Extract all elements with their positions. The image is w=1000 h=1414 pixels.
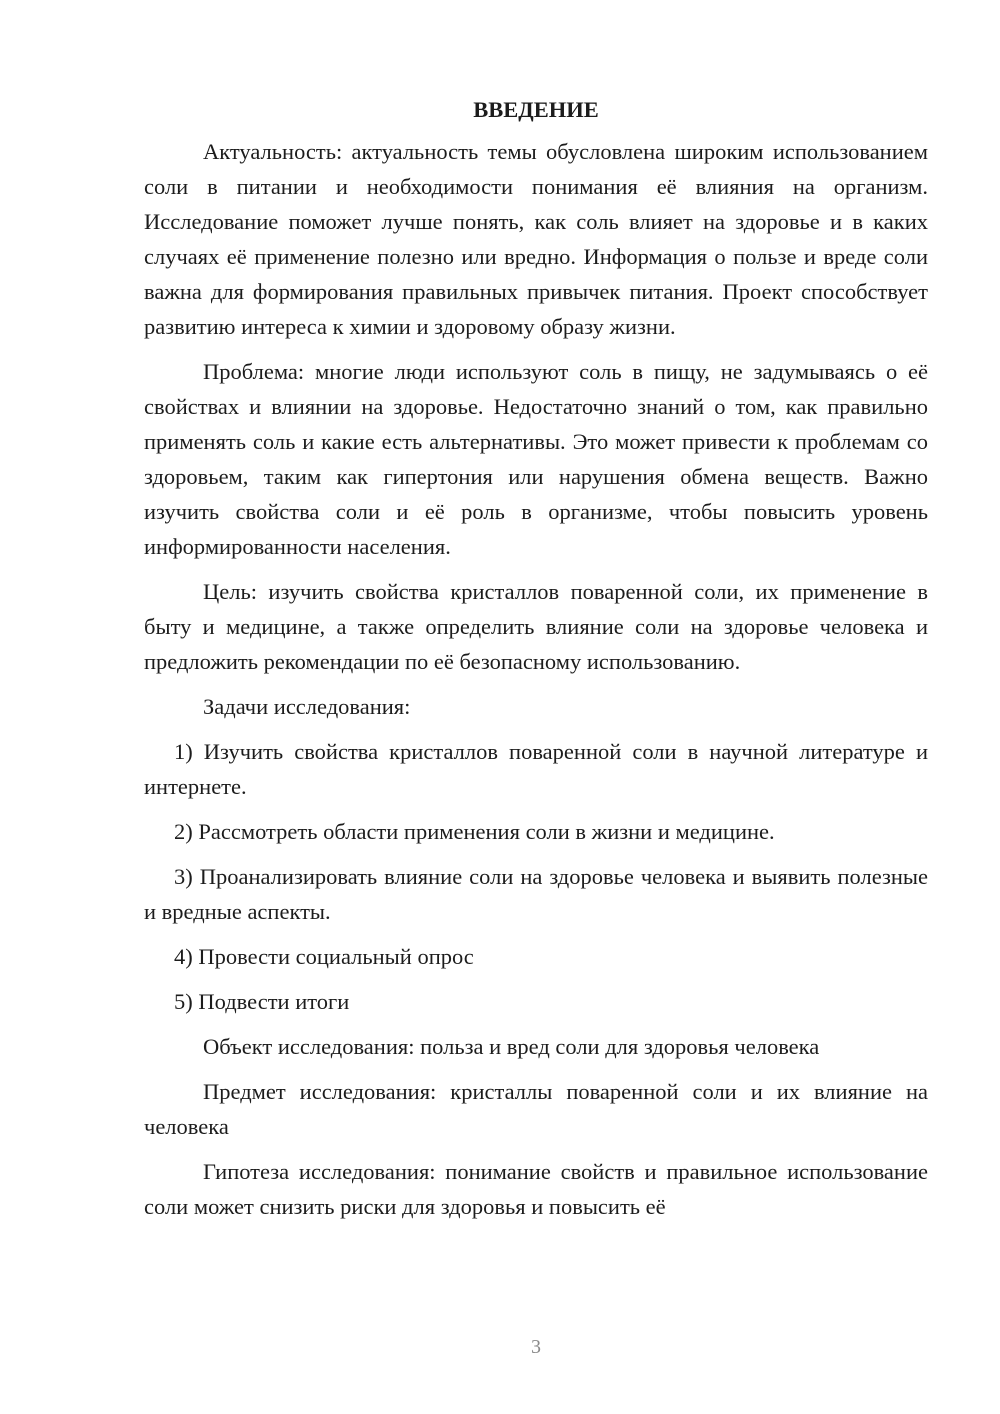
subject-paragraph: Предмет исследования: кристаллы поваренной соли и их влияние на человека xyxy=(144,1079,928,1139)
task-item: 4) Провести социальный опрос xyxy=(174,944,474,969)
goal-paragraph: Цель: изучить свойства кристаллов поваренной соли, их применение в быту и медицине, а также определить влияние соли на здоровье человека и предложить рекомендации по её безопасному использованию. xyxy=(144,579,928,674)
hypothesis-paragraph: Гипотеза исследования: понимание свойств и правильное использование соли может снизить риски для здоровья и повысить её xyxy=(144,1159,928,1219)
object-paragraph: Объект исследования: польза и вред соли для здоровья человека xyxy=(203,1034,820,1059)
relevance-paragraph: Актуальность: актуальность темы обусловлена широким использованием соли в питании и необходимости понимания её влияния на организм. Исследование поможет лучше понять, как соль влияет на здоровье и в каких случаях её применение полезно или вредно. Информация о пользе и вреде соли важна для формирования правильных привычек питания. Проект способствует развитию интереса к химии и здоровому образу жизни. xyxy=(144,139,928,339)
page-content xyxy=(144,96,928,1234)
page-number: 3 xyxy=(531,1336,541,1358)
tasks-heading: Задачи исследования: xyxy=(203,694,411,719)
section-heading: ВВЕДЕНИЕ xyxy=(473,97,599,122)
problem-paragraph: Проблема: многие люди используют соль в пищу, не задумываясь о её свойствах и влиянии на здоровье. Недостаточно знаний о том, как правильно применять соль и какие есть альтернативы. Это может привести к проблемам со здоровьем, таким как гипертония или нарушения обмена веществ. Важно изучить свойства соли и её роль в организме, чтобы повысить уровень информированности населения. xyxy=(144,359,928,559)
task-item: 1) Изучить свойства кристаллов поваренной соли в научной литературе и интернете. xyxy=(144,739,928,799)
task-item: 2) Рассмотреть области применения соли в жизни и медицине. xyxy=(174,819,775,844)
task-item: 5) Подвести итоги xyxy=(174,989,350,1014)
task-item: 3) Проанализировать влияние соли на здоровье человека и выявить полезные и вредные аспекты. xyxy=(144,864,928,924)
